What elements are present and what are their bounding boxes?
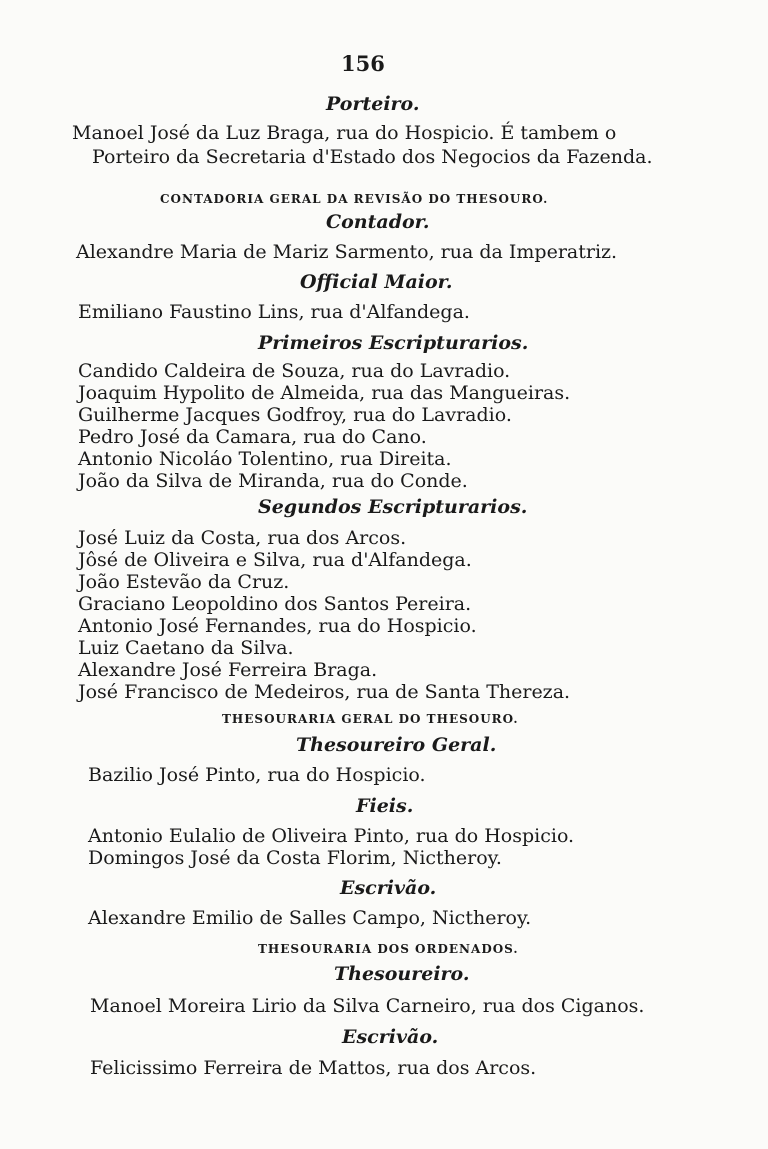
entry-line: Antonio Eulalio de Oliveira Pinto, rua do Hospicio. (88, 825, 575, 847)
entry-line: João da Silva de Miranda, rua do Conde. (78, 470, 468, 492)
heading-contador: Contador. (326, 211, 430, 233)
heading-fieis: Fieis. (356, 795, 414, 817)
section-title-thesouraria-ordenados: THESOURARIA DOS ORDENADOS. (258, 942, 519, 956)
section-title-contadoria: CONTADORIA GERAL DA REVISÃO DO THESOURO. (160, 192, 549, 206)
entry-line: Antonio Nicoláo Tolentino, rua Direita. (78, 448, 452, 470)
entry-line: Joaquim Hypolito de Almeida, rua das Mangueiras. (78, 382, 571, 404)
entry-line-continued: Porteiro da Secretaria d'Estado dos Negocios da Fazenda. (92, 146, 653, 168)
entry-line: Alexandre José Ferreira Braga. (78, 659, 378, 681)
entry-line: José Luiz da Costa, rua dos Arcos. (78, 527, 407, 549)
entry-line: Alexandre Emilio de Salles Campo, Nictheroy. (88, 907, 532, 929)
entry-line: Luiz Caetano da Silva. (78, 637, 294, 659)
entry-line: Domingos José da Costa Florim, Nictheroy. (88, 847, 502, 869)
entry-line: José Francisco de Medeiros, rua de Santa Thereza. (78, 681, 571, 703)
heading-primeiros-escripturarios: Primeiros Escripturarios. (258, 332, 529, 354)
heading-escrivao-ordenados: Escrivão. (342, 1026, 439, 1048)
entry-line: Felicissimo Ferreira de Mattos, rua dos Arcos. (90, 1057, 537, 1079)
section-title-thesouraria-geral: THESOURARIA GERAL DO THESOURO. (222, 712, 519, 726)
entry-line: Jôsé de Oliveira e Silva, rua d'Alfandega. (78, 549, 472, 571)
entry-line: Alexandre Maria de Mariz Sarmento, rua da Imperatriz. (76, 241, 618, 263)
entry-line: Emiliano Faustino Lins, rua d'Alfandega. (78, 301, 470, 323)
heading-official-maior: Official Maior. (300, 271, 453, 293)
entry-line: Pedro José da Camara, rua do Cano. (78, 426, 427, 448)
heading-thesoureiro-geral: Thesoureiro Geral. (296, 734, 497, 756)
entry-line: Guilherme Jacques Godfroy, rua do Lavradio. (78, 404, 512, 426)
entry-line: Graciano Leopoldino dos Santos Pereira. (78, 593, 472, 615)
heading-thesoureiro: Thesoureiro. (334, 963, 470, 985)
heading-escrivao: Escrivão. (340, 877, 437, 899)
heading-segundos-escripturarios: Segundos Escripturarios. (258, 496, 528, 518)
entry-line: Antonio José Fernandes, rua do Hospicio. (78, 615, 477, 637)
entry-line: Manoel Moreira Lirio da Silva Carneiro, rua dos Ciganos. (90, 995, 645, 1017)
entry-line: Manoel José da Luz Braga, rua do Hospicio. É tambem o (72, 122, 617, 144)
entry-line: Bazilio José Pinto, rua do Hospicio. (88, 764, 426, 786)
entry-line: Candido Caldeira de Souza, rua do Lavradio. (78, 360, 511, 382)
page-number: 156 (341, 51, 385, 76)
entry-line: João Estevão da Cruz. (78, 571, 290, 593)
heading-porteiro: Porteiro. (326, 93, 420, 115)
